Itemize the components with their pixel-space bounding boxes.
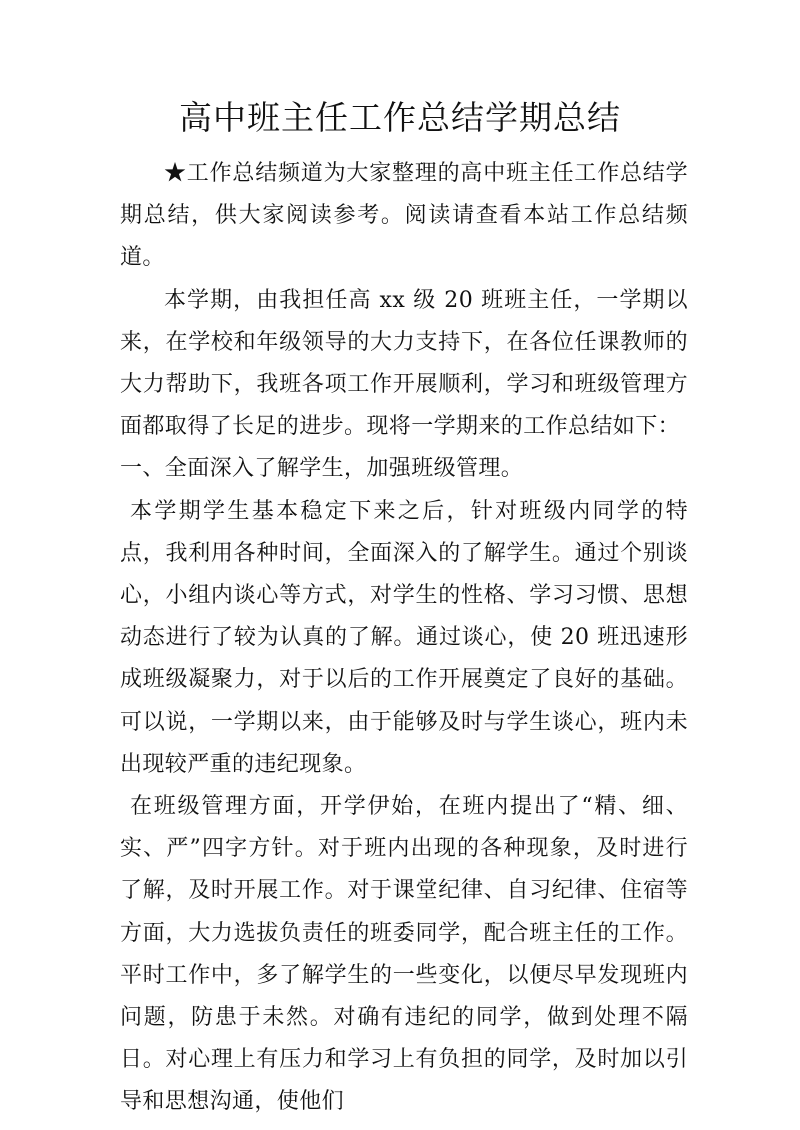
body-paragraph: 在班级管理方面，开学伊始，在班内提出了“精、细、实、严”四字方针。对于班内出现的各种现象，及时进行了解，及时开展工作。对于课堂纪律、自习纪律、住宿等方面，大力选拔负责任的班委同学，配合班主任的工作。平时工作中，多了解学生的一些变化，以便尽早发现班内问题，防患于未然。对确有违纪的同学，做到处理不隔日。对心理上有压力和学习上有负担的同学，及时加以引导和思想沟通，使他们 [120,794,688,1115]
section-heading: 一、全面深入了解学生，加强班级管理。 [120,456,524,482]
document-title: 高中班主任工作总结学期总结 [179,98,621,137]
intro-paragraph: ★工作总结频道为大家整理的高中班主任工作总结学期总结，供大家阅读参考。阅读请查看本站工作总结频道。 [120,161,688,271]
body-paragraph: 本学期学生基本稳定下来之后，针对班级内同学的特点，我利用各种时间，全面深入的了解学生。通过个别谈心，小组内谈心等方式，对学生的性格、学习习惯、思想动态进行了较为认真的了解。通过谈心，使 20 班迅速形成班级凝聚力，对于以后的工作开展奠定了良好的基础。可以说，一学期以来，由于能够及时与学生谈心，班内未出现较严重的违纪现象。 [120,498,688,777]
document-body [120,153,688,1124]
opening-paragraph: 本学期，由我担任高 xx 级 20 班班主任，一学期以来，在学校和年级领导的大力支持下，在各位任课教师的大力帮助下，我班各项工作开展顺利，学习和班级管理方面都取得了长足的进步。现将一学期来的工作总结如下： [120,287,688,440]
